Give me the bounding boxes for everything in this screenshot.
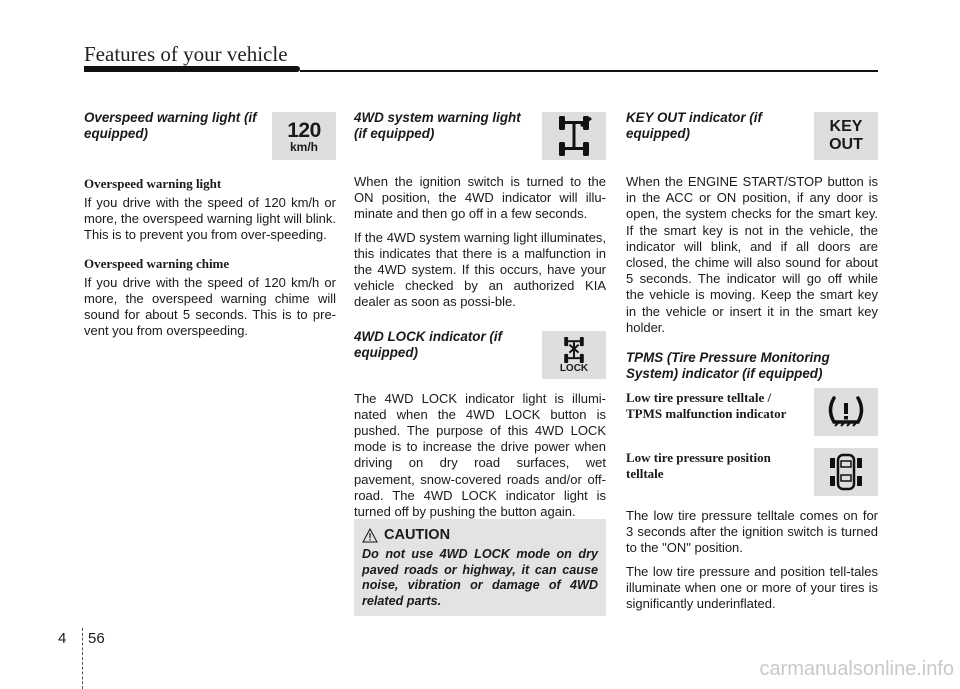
section-header-4wd-lock bbox=[354, 329, 606, 381]
4wd-system-warning-icon bbox=[542, 112, 606, 160]
page-number: 56 bbox=[88, 630, 105, 647]
paragraph-overspeed-light: If you drive with the speed of 120 km/h or more, the overspeed warning light will blink. This is to prevent you from over-speeding. bbox=[84, 195, 336, 243]
column-overspeed bbox=[84, 110, 336, 346]
tire-pressure-warning-icon bbox=[814, 388, 878, 436]
section-header-4wd bbox=[354, 110, 606, 162]
section-title-overspeed: Overspeed warning light (if equipped) bbox=[84, 110, 257, 141]
caution-text: Do not use 4WD LOCK mode on dry paved roads or highway, it can cause noise, vibration or damage of 4WD related parts. bbox=[362, 547, 598, 608]
key-out-icon bbox=[814, 112, 878, 160]
caution-title: CAUTION bbox=[384, 527, 451, 543]
paragraph-4wd-malfunction: If the 4WD system warning light illuminates, this indicates that there is a malfunction in the 4WD system. If this occurs, have your vehicle checked by an authorized KIA dealer as soon as possi-ble. bbox=[354, 229, 606, 310]
overspeed-icon-unit: km/h bbox=[289, 139, 318, 154]
tpms-label-position: Low tire pressure position telltale bbox=[626, 450, 771, 482]
key-out-icon-line2: OUT bbox=[829, 136, 863, 153]
section-title-tpms: TPMS (Tire Pressure Monitoring System) indicator (if equipped) bbox=[626, 350, 830, 382]
paragraph-tpms-underinflated: The low tire pressure and position tell-tales illuminate when one or more of your tires is significantly underinflated. bbox=[626, 563, 878, 612]
subheading-overspeed-light: Overspeed warning light bbox=[84, 176, 222, 191]
page-header-title: Features of your vehicle bbox=[84, 42, 288, 66]
header-rule bbox=[300, 70, 878, 72]
4wd-lock-icon bbox=[542, 331, 606, 379]
paragraph-4wd-ignition: When the ignition switch is turned to the ON position, the 4WD indicator will illu-minate and then go off in a few seconds. bbox=[354, 174, 606, 222]
4wd-axle-icon bbox=[551, 114, 597, 158]
4wd-lock-axle-icon bbox=[559, 335, 589, 365]
chapter-number: 4 bbox=[58, 630, 67, 647]
tpms-label-low-pressure: Low tire pressure telltale / TPMS malfunction indicator bbox=[626, 390, 787, 422]
key-out-icon-line1: KEY bbox=[829, 118, 863, 135]
paragraph-tpms-on: The low tire pressure telltale comes on for 3 seconds after the ignition switch is turned to the "ON" position. bbox=[626, 508, 878, 556]
subheading-overspeed-chime: Overspeed warning chime bbox=[84, 255, 230, 271]
section-title-key-out: KEY OUT indicator (if equipped) bbox=[626, 110, 762, 141]
overspeed-120-kmh-icon bbox=[272, 112, 336, 160]
section-title-4wd-lock: 4WD LOCK indicator (if equipped) bbox=[354, 328, 503, 360]
lock-icon-label: LOCK bbox=[559, 363, 589, 375]
footer-divider bbox=[82, 628, 83, 689]
section-header-key-out bbox=[626, 110, 878, 162]
warning-triangle-icon bbox=[362, 528, 378, 543]
watermark: carmanualsonline.info bbox=[759, 658, 954, 680]
column-key-tpms bbox=[626, 110, 878, 619]
tire-position-icon bbox=[814, 448, 878, 496]
header-bar bbox=[84, 66, 300, 72]
tpms-row-position bbox=[626, 448, 878, 496]
caution-box bbox=[354, 519, 606, 616]
section-title-4wd: 4WD system warning light (if equipped) bbox=[354, 110, 521, 141]
tpms-row-low-pressure bbox=[626, 388, 878, 436]
column-4wd bbox=[354, 110, 606, 527]
section-header-overspeed bbox=[84, 110, 336, 162]
paragraph-key-out: When the ENGINE START/STOP button is in the ACC or ON position, if any door is open, the system checks for the smart key. If the smart key is not in the vehicle, the indicator will blink, and if all doors are closed, the chime will also sound for about 5 seconds. The indicator will go off while the vehicle is moving. Keep the smart key in the vehicle or insert it in the smart key holder. bbox=[626, 174, 878, 335]
paragraph-overspeed-chime: If you drive with the speed of 120 km/h or more, the overspeed warning chime will sound for about 5 seconds. This is to pre-vent you from overspeeding. bbox=[84, 274, 336, 339]
paragraph-4wd-lock: The 4WD LOCK indicator light is illumi-nated when the 4WD LOCK button is pushed. The purpose of this 4WD LOCK mode is to increase the drive power when driving on dry road surfaces, wet pavement, snow-covered roads and/or off-road. The 4WD LOCK indicator light is turned off by pushing the button again. bbox=[354, 390, 606, 520]
overspeed-icon-number: 120 bbox=[287, 118, 321, 142]
